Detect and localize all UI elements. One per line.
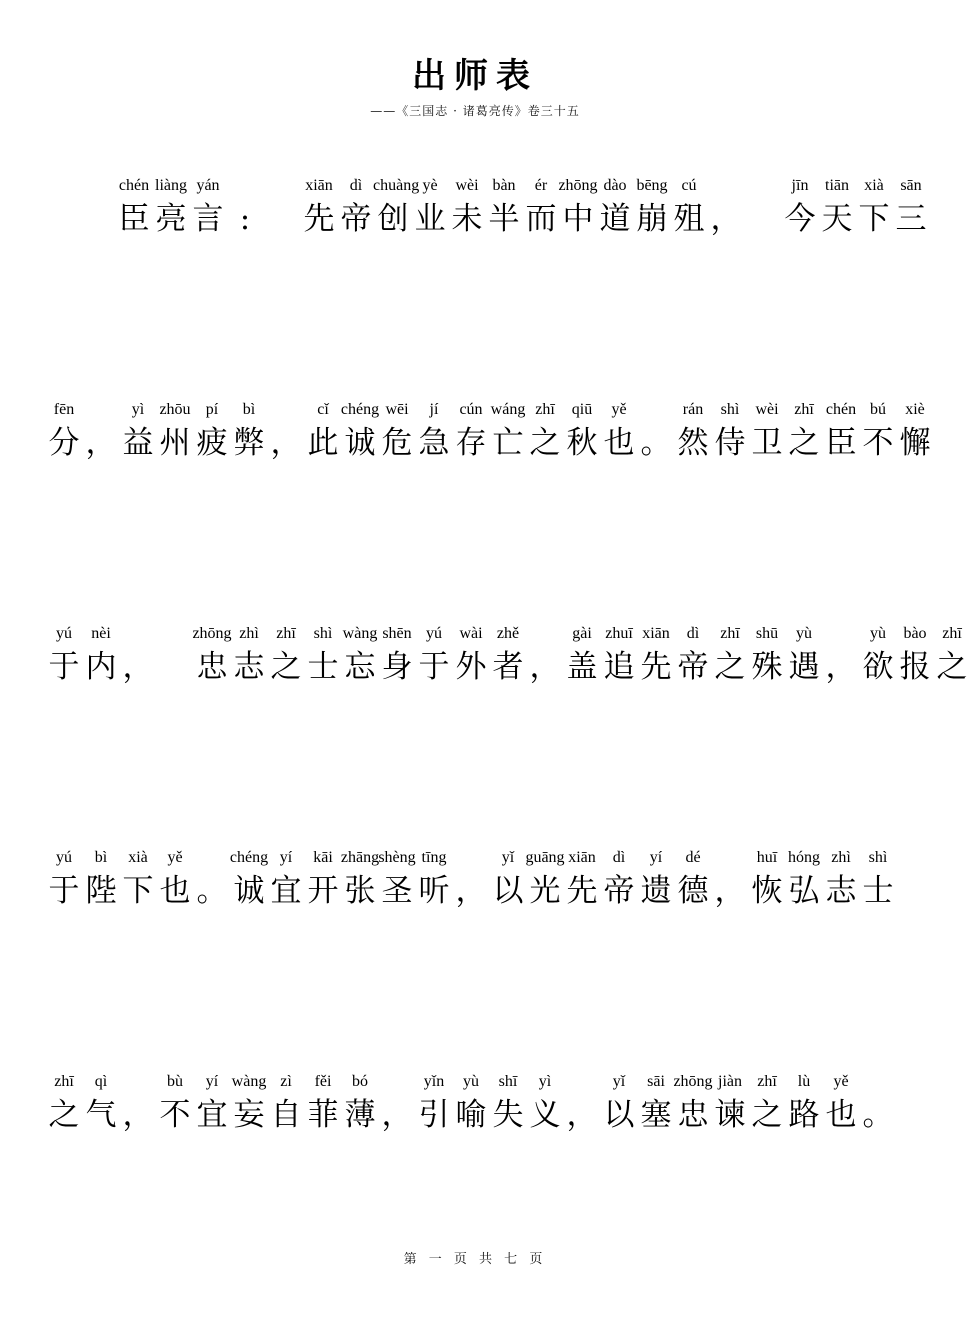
hanzi: 懈 bbox=[899, 425, 931, 461]
pinyin: chéng bbox=[340, 401, 380, 418]
pinyin: zhōng bbox=[558, 177, 598, 194]
pinyin: yú bbox=[56, 849, 72, 866]
pinyin: yù bbox=[463, 1073, 479, 1090]
pinyin: xià bbox=[128, 849, 148, 866]
hanzi: 诚 bbox=[344, 425, 376, 461]
hanzi: 志 bbox=[825, 873, 857, 909]
document-title: 出师表 bbox=[412, 56, 538, 96]
pinyin: bàn bbox=[492, 177, 516, 194]
hanzi: 失 bbox=[492, 1097, 524, 1133]
pinyin: sān bbox=[900, 177, 922, 194]
hanzi: 卫 bbox=[751, 425, 783, 461]
pinyin: yì bbox=[538, 1073, 552, 1090]
pinyin: yì bbox=[131, 401, 145, 418]
pinyin: yǐn bbox=[423, 1073, 445, 1090]
pinyin: wèi bbox=[455, 177, 479, 194]
hanzi: 臣 bbox=[118, 201, 150, 237]
pinyin: shì bbox=[313, 625, 333, 642]
text-line bbox=[0, 1073, 950, 1143]
hanzi: 士 bbox=[862, 873, 894, 909]
hanzi: 中 bbox=[562, 201, 594, 237]
pinyin: wèi bbox=[755, 401, 779, 418]
hanzi: 报 bbox=[899, 649, 931, 685]
hanzi: 分 bbox=[48, 425, 80, 461]
hanzi: 路 bbox=[788, 1097, 820, 1133]
page-footer: 第 一 页 共 七 页 bbox=[403, 1252, 547, 1267]
pinyin: chuàng bbox=[373, 177, 420, 194]
hanzi: ， bbox=[566, 1097, 598, 1133]
pinyin: pí bbox=[205, 401, 219, 418]
hanzi: 。 bbox=[640, 425, 672, 461]
pinyin: zhī bbox=[794, 401, 814, 418]
pinyin: dào bbox=[603, 177, 627, 194]
hanzi: 三 bbox=[895, 201, 927, 237]
hanzi: ， bbox=[529, 649, 561, 685]
pinyin: shēn bbox=[382, 625, 412, 642]
pinyin: tiān bbox=[825, 177, 849, 194]
hanzi: 崩 bbox=[636, 201, 668, 237]
pinyin: wáng bbox=[490, 401, 526, 418]
pinyin: zì bbox=[280, 1073, 292, 1090]
hanzi: 恢 bbox=[751, 873, 783, 909]
hanzi: 塞 bbox=[640, 1097, 672, 1133]
hanzi: 内 bbox=[85, 649, 117, 685]
hanzi: 忘 bbox=[344, 649, 376, 685]
hanzi: 此 bbox=[307, 425, 339, 461]
hanzi: 臣 bbox=[825, 425, 857, 461]
pinyin: xiān bbox=[568, 849, 596, 866]
hanzi: 天 bbox=[821, 201, 853, 237]
pinyin: yí bbox=[279, 849, 293, 866]
pinyin: gài bbox=[572, 625, 592, 642]
pinyin: zhě bbox=[496, 625, 520, 642]
pinyin: zhī bbox=[942, 625, 962, 642]
hanzi: 帝 bbox=[340, 201, 372, 237]
pinyin: xiān bbox=[305, 177, 333, 194]
pinyin: bó bbox=[352, 1073, 368, 1090]
hanzi: ， bbox=[710, 201, 742, 237]
hanzi: ， bbox=[270, 425, 302, 461]
pinyin: yí bbox=[649, 849, 663, 866]
hanzi: 遗 bbox=[640, 873, 672, 909]
pinyin: bào bbox=[903, 625, 927, 642]
hanzi: 者 bbox=[492, 649, 524, 685]
hanzi: 。 bbox=[196, 873, 228, 909]
hanzi: 菲 bbox=[307, 1097, 339, 1133]
hanzi: 也 bbox=[825, 1097, 857, 1133]
hanzi: 士 bbox=[307, 649, 339, 685]
hanzi: 忠 bbox=[196, 649, 228, 685]
hanzi: 诚 bbox=[233, 873, 265, 909]
pinyin: zhī bbox=[535, 401, 555, 418]
hanzi: 而 bbox=[525, 201, 557, 237]
hanzi: 之 bbox=[48, 1097, 80, 1133]
hanzi: 以 bbox=[603, 1097, 635, 1133]
hanzi: 开 bbox=[307, 873, 339, 909]
hanzi: 追 bbox=[603, 649, 635, 685]
pinyin: yè bbox=[422, 177, 438, 194]
hanzi: 弊 bbox=[233, 425, 265, 461]
hanzi: 秋 bbox=[566, 425, 598, 461]
pinyin: zhī bbox=[276, 625, 296, 642]
pinyin: bú bbox=[870, 401, 886, 418]
hanzi: 于 bbox=[48, 873, 80, 909]
hanzi: 殊 bbox=[751, 649, 783, 685]
hanzi: 创 bbox=[377, 201, 409, 237]
hanzi: 不 bbox=[862, 425, 894, 461]
pinyin: shèng bbox=[378, 849, 416, 866]
hanzi: ， bbox=[122, 649, 154, 685]
pinyin: qiū bbox=[571, 401, 593, 418]
pinyin: fēn bbox=[53, 401, 75, 418]
pinyin: yí bbox=[205, 1073, 219, 1090]
pinyin: dì bbox=[349, 177, 363, 194]
document-subtitle: ——《三国志 · 诸葛亮传》卷三十五 bbox=[370, 104, 580, 118]
hanzi: 帝 bbox=[603, 873, 635, 909]
hanzi: 于 bbox=[48, 649, 80, 685]
hanzi: 亮 bbox=[155, 201, 187, 237]
hanzi: 之 bbox=[788, 425, 820, 461]
hanzi: 业 bbox=[414, 201, 446, 237]
pinyin: xià bbox=[864, 177, 884, 194]
hanzi: 引 bbox=[418, 1097, 450, 1133]
pinyin: zhī bbox=[757, 1073, 777, 1090]
text-line bbox=[0, 849, 950, 919]
pinyin: guāng bbox=[525, 849, 565, 866]
hanzi: ， bbox=[122, 1097, 154, 1133]
pinyin: yán bbox=[196, 177, 220, 194]
pinyin: dì bbox=[686, 625, 700, 642]
hanzi: ， bbox=[381, 1097, 413, 1133]
hanzi: 薄 bbox=[344, 1097, 376, 1133]
pinyin: ér bbox=[534, 177, 548, 194]
hanzi: 陛 bbox=[85, 873, 117, 909]
pinyin: shī bbox=[498, 1073, 518, 1090]
pinyin: shū bbox=[755, 625, 779, 642]
hanzi: 州 bbox=[159, 425, 191, 461]
pinyin: zhōng bbox=[673, 1073, 713, 1090]
pinyin: hóng bbox=[788, 849, 820, 866]
pinyin: jiàn bbox=[718, 1073, 742, 1090]
pinyin: yù bbox=[870, 625, 886, 642]
pinyin: cún bbox=[459, 401, 483, 418]
pinyin: kāi bbox=[313, 849, 333, 866]
pinyin: xiān bbox=[642, 625, 670, 642]
pinyin: zhuī bbox=[605, 625, 633, 642]
hanzi: 喻 bbox=[455, 1097, 487, 1133]
pinyin: nèi bbox=[91, 625, 111, 642]
hanzi: 益 bbox=[122, 425, 154, 461]
hanzi: 之 bbox=[751, 1097, 783, 1133]
hanzi: 自 bbox=[270, 1097, 302, 1133]
hanzi: 急 bbox=[418, 425, 450, 461]
pinyin: bì bbox=[94, 849, 108, 866]
pinyin: zhì bbox=[239, 625, 259, 642]
pinyin: rán bbox=[682, 401, 704, 418]
hanzi: 不 bbox=[159, 1097, 191, 1133]
pinyin: bēng bbox=[636, 177, 668, 194]
pinyin: tīng bbox=[421, 849, 447, 866]
hanzi: 气 bbox=[85, 1097, 117, 1133]
hanzi: 德 bbox=[677, 873, 709, 909]
hanzi: 于 bbox=[418, 649, 450, 685]
hanzi: 疲 bbox=[196, 425, 228, 461]
hanzi: 遇 bbox=[788, 649, 820, 685]
pinyin: wàng bbox=[231, 1073, 267, 1090]
hanzi: ， bbox=[825, 649, 857, 685]
hanzi: 听 bbox=[418, 873, 450, 909]
pinyin: shì bbox=[868, 849, 888, 866]
hanzi: 道 bbox=[599, 201, 631, 237]
hanzi: 之 bbox=[270, 649, 302, 685]
hanzi: 以 bbox=[492, 873, 524, 909]
pinyin: fěi bbox=[314, 1073, 332, 1090]
hanzi: 。 bbox=[862, 1097, 894, 1133]
pinyin: qì bbox=[94, 1073, 108, 1090]
pinyin: wēi bbox=[385, 401, 409, 418]
text-line bbox=[0, 625, 968, 695]
hanzi: ， bbox=[714, 873, 746, 909]
hanzi: 宜 bbox=[270, 873, 302, 909]
hanzi: 帝 bbox=[677, 649, 709, 685]
pinyin: dì bbox=[612, 849, 626, 866]
hanzi: 之 bbox=[529, 425, 561, 461]
hanzi: ， bbox=[455, 873, 487, 909]
hanzi: 盖 bbox=[566, 649, 598, 685]
hanzi: 也 bbox=[603, 425, 635, 461]
pinyin: bì bbox=[242, 401, 256, 418]
pinyin: bù bbox=[167, 1073, 183, 1090]
hanzi: 光 bbox=[529, 873, 561, 909]
pinyin: yě bbox=[167, 849, 183, 866]
hanzi: 侍 bbox=[714, 425, 746, 461]
pinyin: yǐ bbox=[501, 849, 515, 866]
hanzi: 危 bbox=[381, 425, 413, 461]
pinyin: jí bbox=[429, 401, 439, 418]
hanzi: 忠 bbox=[677, 1097, 709, 1133]
pinyin: chén bbox=[825, 401, 857, 418]
hanzi: 先 bbox=[303, 201, 335, 237]
pinyin: wài bbox=[459, 625, 483, 642]
pinyin: cú bbox=[681, 177, 697, 194]
hanzi: 之 bbox=[714, 649, 746, 685]
pinyin: zhōng bbox=[192, 625, 232, 642]
pinyin: yú bbox=[426, 625, 442, 642]
hanzi: 先 bbox=[566, 873, 598, 909]
hanzi: 然 bbox=[677, 425, 709, 461]
pinyin: dé bbox=[685, 849, 701, 866]
hanzi: 未 bbox=[451, 201, 483, 237]
hanzi: 弘 bbox=[788, 873, 820, 909]
hanzi: 欲 bbox=[862, 649, 894, 685]
pinyin: lù bbox=[797, 1073, 811, 1090]
hanzi: 妄 bbox=[233, 1097, 265, 1133]
hanzi: 志 bbox=[233, 649, 265, 685]
text-line bbox=[0, 177, 950, 247]
pinyin: shì bbox=[720, 401, 740, 418]
pinyin: yú bbox=[56, 625, 72, 642]
hanzi: : bbox=[239, 201, 251, 237]
pinyin: liàng bbox=[155, 177, 187, 194]
hanzi: 半 bbox=[488, 201, 520, 237]
hanzi: 也 bbox=[159, 873, 191, 909]
pinyin: zhōu bbox=[159, 401, 191, 418]
pinyin: zhì bbox=[831, 849, 851, 866]
hanzi: 下 bbox=[858, 201, 890, 237]
hanzi: 宜 bbox=[196, 1097, 228, 1133]
pinyin: wàng bbox=[342, 625, 378, 642]
hanzi: 存 bbox=[455, 425, 487, 461]
hanzi: 亡 bbox=[492, 425, 524, 461]
hanzi: 圣 bbox=[381, 873, 413, 909]
pinyin: yě bbox=[833, 1073, 849, 1090]
pinyin: huī bbox=[756, 849, 778, 866]
hanzi: 言 bbox=[192, 201, 224, 237]
hanzi: 义 bbox=[529, 1097, 561, 1133]
hanzi: ， bbox=[85, 425, 117, 461]
pinyin: yǐ bbox=[612, 1073, 626, 1090]
hanzi: 身 bbox=[381, 649, 413, 685]
hanzi: 殂 bbox=[673, 201, 705, 237]
pinyin: yù bbox=[796, 625, 812, 642]
hanzi: 外 bbox=[455, 649, 487, 685]
pinyin: chéng bbox=[229, 849, 269, 866]
pinyin: zhī bbox=[54, 1073, 74, 1090]
hanzi: 今 bbox=[784, 201, 816, 237]
hanzi: 之 bbox=[936, 649, 968, 685]
pinyin: zhāng bbox=[340, 849, 380, 866]
hanzi: 下 bbox=[122, 873, 154, 909]
pinyin: cǐ bbox=[317, 401, 329, 418]
hanzi: 先 bbox=[640, 649, 672, 685]
hanzi: 张 bbox=[344, 873, 376, 909]
pinyin: sāi bbox=[647, 1073, 665, 1090]
pinyin: chén bbox=[118, 177, 150, 194]
text-line bbox=[0, 401, 950, 471]
pinyin: zhī bbox=[720, 625, 740, 642]
pinyin: yě bbox=[611, 401, 627, 418]
hanzi: 谏 bbox=[714, 1097, 746, 1133]
pinyin: xiè bbox=[905, 401, 925, 418]
pinyin: jīn bbox=[791, 177, 809, 194]
